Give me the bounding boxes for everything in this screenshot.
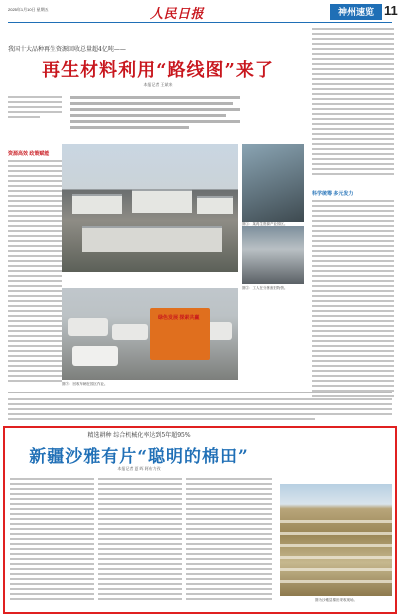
article-divider	[8, 392, 392, 393]
sub-head-3: 绿色发展 探索共赢	[158, 315, 200, 321]
sub-head-2: 科学统筹 多元发力	[312, 191, 354, 197]
page-number: 11	[384, 3, 398, 18]
worker-photo	[242, 144, 304, 222]
sorting-photo	[242, 226, 304, 284]
bottom-text-col-2	[98, 478, 182, 603]
caption-3: 图③：回收车辆在园区作业。	[62, 382, 108, 386]
text-column-1	[8, 96, 62, 121]
caption-1: 图①：某再生资源产业园区。	[242, 222, 288, 226]
masthead-date: 2025年1月10日 星期五	[8, 7, 49, 12]
top-article-kicker: 我国十大品种再生资源回收总量超4亿吨——	[8, 46, 126, 53]
text-band	[8, 398, 392, 423]
newspaper-logo: 人民日报	[150, 7, 205, 22]
text-column-1b	[8, 160, 62, 385]
masthead-rule	[8, 22, 392, 23]
bottom-text-col-3	[186, 478, 272, 603]
vehicle-yard-photo	[62, 288, 238, 380]
caption-2: 图②：工人在分拣废旧物资。	[242, 286, 288, 290]
section-badge: 神州速览	[330, 4, 382, 20]
sub-head-1: 资源高效 政策赋能	[8, 151, 50, 157]
top-article-headline: 再生材料利用“路线图”来了	[42, 60, 274, 81]
top-article-byline: 本报记者 王斌来	[143, 82, 173, 87]
cotton-field-photo	[280, 484, 392, 596]
bottom-article-kicker: 精选耕种 综合机械化率达到5年超95%	[87, 432, 191, 439]
text-column-right	[312, 28, 394, 178]
bottom-text-col-1	[10, 478, 94, 603]
text-column-right-b	[312, 200, 394, 400]
cotton-photo-caption: 图为沙雅县棉田采收现场。	[315, 598, 357, 602]
factory-photo	[62, 144, 238, 272]
top-article-lead	[70, 96, 240, 140]
bottom-article-headline: 新疆沙雅有片“聪明的棉田”	[29, 447, 249, 467]
bottom-article-byline: 本报记者 夏 晖 阿布力孜	[117, 466, 161, 471]
